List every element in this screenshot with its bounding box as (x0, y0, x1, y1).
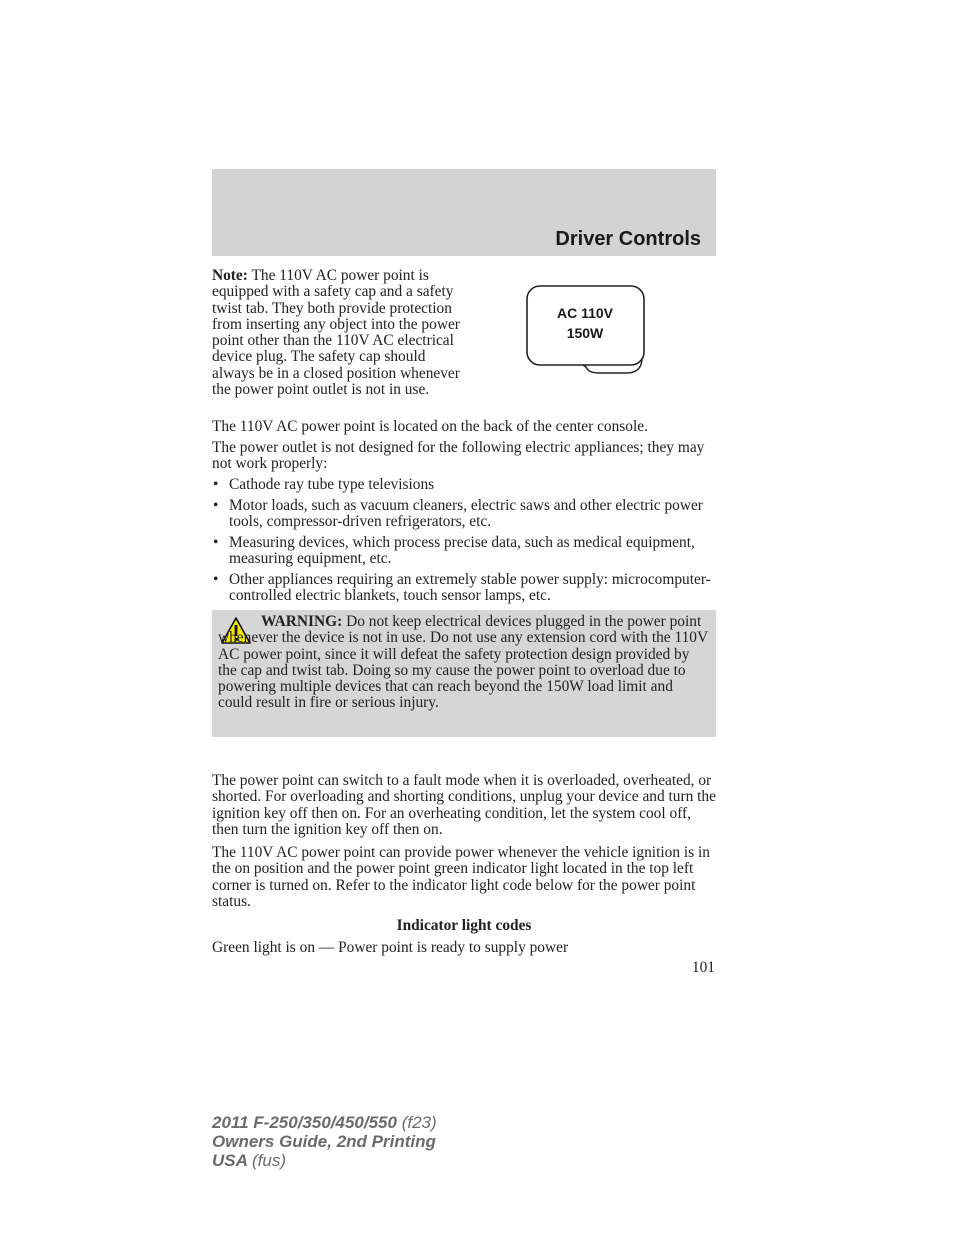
footer-guide-line: Owners Guide, 2nd Printing (212, 1132, 436, 1151)
not-designed-paragraph: The power outlet is not designed for the following electric appliances; they may not work properly: (212, 439, 705, 473)
page-number: 101 (691, 959, 715, 976)
note-paragraph (212, 268, 468, 398)
list-item: • Measuring devices, which process precise data, such as medical equipment, measuring equipment, etc. (213, 533, 695, 568)
fault-mode-paragraph: The power point can switch to a fault mode when it is overloaded, overheated, or shorted. For overloading and shorting conditions, unplug your device and turn the ignition key off then on. For an overheating condition, let the system cool off, then turn the ignition key off then on. (212, 772, 716, 838)
figure-label-voltage: AC 110V (556, 305, 614, 321)
list-item: • Motor loads, such as vacuum cleaners, electric saws and other electric power tools, compressor-driven refrigerators, etc. (213, 496, 703, 531)
appliance-list (212, 477, 716, 609)
warning-label: WARNING: (261, 613, 343, 630)
section-title: Driver Controls (555, 228, 701, 250)
provide-power-paragraph: The 110V AC power point can provide power whenever the vehicle ignition is in the on position and the power point green indicator light located in the top left corner is turned on. Refer to the indicator light code below for the power point status. (212, 844, 710, 910)
warning-body: Do not keep electrical devices plugged in the power point whenever the device is not in use. Do not use any extension cord with the 110V AC power point, since it will defeat the safety protection design provided by the cap and twist tab. Doing so my cause the power point to overload due to powering multiple devices that can reach beyond the 150W load limit and could result in fire or serious injury. (218, 613, 708, 712)
note-text: The 110V AC power point is equipped with a safety cap and a safety twist tab. They both provide protection from inserting any object into the power point other than the 110V AC electrical device plug. The safety cap should always be in a closed position whenever the power point outlet is not in use. (212, 267, 460, 399)
footer (212, 1113, 512, 1170)
location-paragraph: The 110V AC power point is located on the back of the center console. (212, 418, 648, 435)
figure-label-wattage: 150W (566, 325, 604, 341)
header-band (212, 169, 716, 256)
outlet-figure (520, 280, 650, 380)
green-light-line: Green light is on — Power point is ready to supply power (212, 939, 569, 956)
list-item: • Cathode ray tube type televisions (213, 476, 435, 493)
list-item: • Other appliances requiring an extremely stable power supply: microcomputer-controlled electric blankets, touch sensor lamps, etc. (213, 570, 711, 605)
note-label: Note: (212, 267, 248, 284)
indicator-heading: Indicator light codes (396, 917, 532, 934)
footer-model-line: 2011 F-250/350/450/550 (f23) (212, 1113, 437, 1132)
footer-market-line: USA (fus) (212, 1151, 286, 1170)
warning-box (212, 610, 716, 737)
warning-text (218, 614, 708, 712)
